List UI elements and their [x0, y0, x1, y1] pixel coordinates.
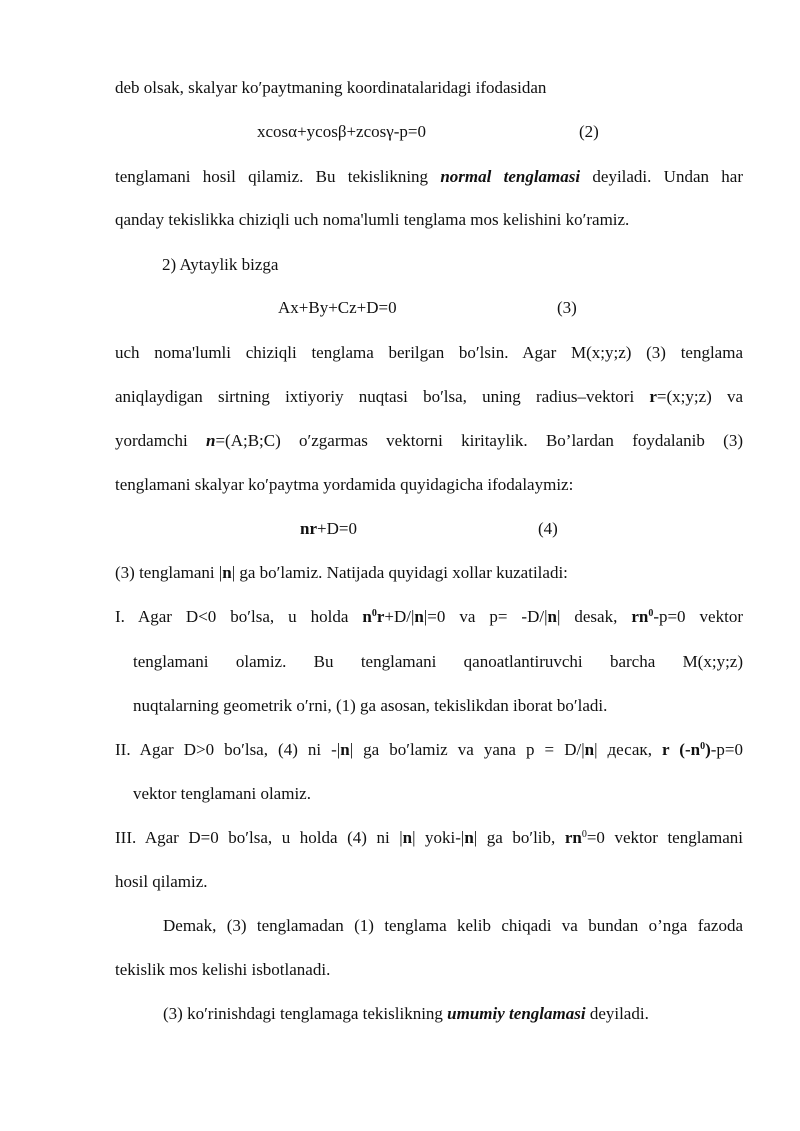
paragraph-line: qanday tekislikka chiziqli uch noma'lumli tenglama mos kelishini koʹramiz. [115, 210, 630, 229]
case-1-line: tenglamani olamiz. Bu tenglamani qanoatlantiruvchi barcha M(x;y;z) [133, 652, 743, 671]
equation-number: (2) [579, 122, 599, 141]
equation-formula: xcosα+ycosβ+zcosγ-p=0 [257, 122, 427, 141]
equation-number: (4) [538, 519, 558, 538]
paragraph-line: tenglamani hosil qilamiz. Bu tekislikning normal tenglamasi deyiladi. Undan har [115, 167, 743, 186]
equation-2 [257, 122, 426, 142]
paragraph-line: Demak, (3) tenglamadan (1) tenglama kelib chiqadi va bundan o’nga fazoda [163, 916, 743, 935]
paragraph-line: 2) Aytaylik bizga [162, 255, 279, 274]
paragraph-line: tenglamani skalyar koʹpaytma yordamida quyidagicha ifodalaymiz: [115, 475, 574, 494]
term-general-equation: umumiy tenglamasi [447, 1004, 586, 1023]
case-2-line: II. Agar D>0 boʹlsa, (4) ni -|n| ga boʹlamiz va yana p = D/|n| десак, r $(-n^0)-p=0$ [115, 740, 743, 759]
paragraph-line: uch noma'lumli chiziqli tenglama berilgan boʹlsin. Agar M(x;y;z) (3) tenglama [115, 343, 743, 362]
case-1-line: nuqtalarning geometrik oʹrni, (1) ga asosan, tekislikdan iborat boʹladi. [133, 696, 608, 715]
term-normal-equation: normal tenglamasi [440, 167, 581, 186]
case-3-line: hosil qilamiz. [115, 872, 208, 891]
paragraph-line: (3) tenglamani |n| ga boʹlamiz. Natijada quyidagi xollar kuzatiladi: [115, 563, 568, 582]
equation-3: Ax+By+Cz+D=0 [278, 298, 397, 317]
paragraph-line: (3) koʹrinishdagi tenglamaga tekislikning umumiy tenglamasi deyiladi. [163, 1004, 649, 1023]
case-2-line: vektor tenglamani olamiz. [133, 784, 311, 803]
paragraph-line: aniqlaydigan sirtning ixtiyoriy nuqtasi boʹlsa, uning radius–vektori r=(x;y;z) va [115, 387, 744, 406]
equation-number: (3) [557, 298, 577, 317]
case-3-line: III. Agar D=0 boʹlsa, u holda (4) ni |n| yoki-|n| ga boʹlib, $rn^0=0$ vektor tenglamani [115, 828, 743, 847]
paragraph-line: deb olsak, skalyar koʹpaytmaning koordinatalaridagi ifodasidan [115, 78, 547, 97]
equation-4: nr+D=0 [300, 519, 357, 538]
case-1-line: I. Agar D<0 boʹlsa, u holda $n^0r+D/|n|=0$ va p= -D/|n| desak, $rn^0-p=0$ vektor [115, 607, 743, 626]
paragraph-line: tekislik mos kelishi isbotlanadi. [115, 960, 331, 979]
paragraph-line: yordamchi n=(A;B;C) oʹzgarmas vektorni kiritaylik. Bo’lardan foydalanib (3) [115, 431, 744, 450]
